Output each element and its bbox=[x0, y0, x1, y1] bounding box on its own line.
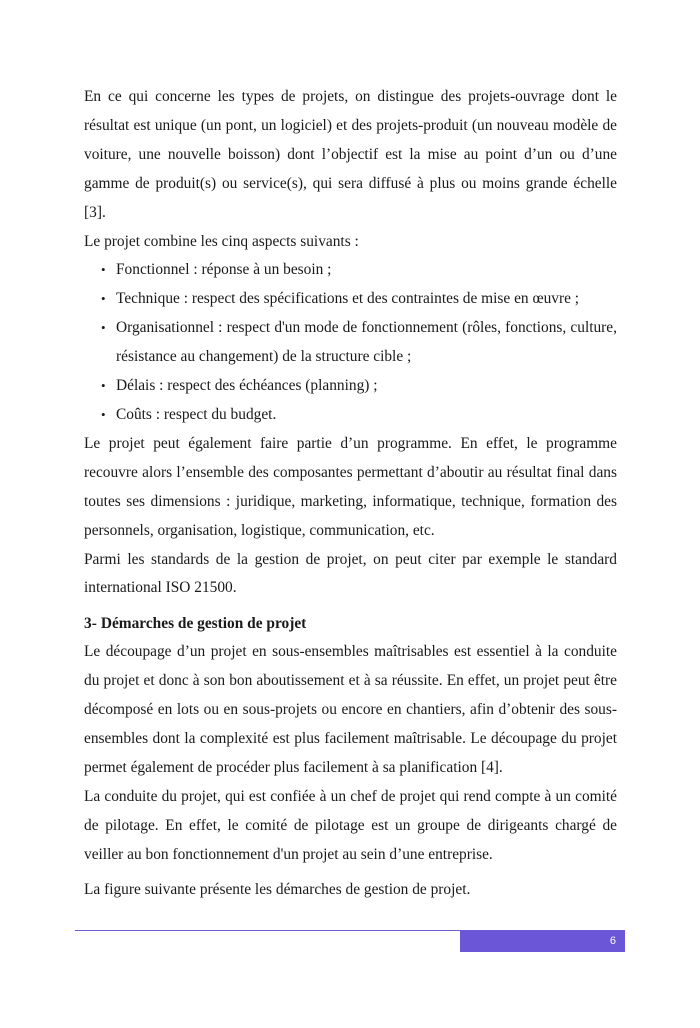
bullet-icon: • bbox=[101, 262, 106, 278]
bullet-icon: • bbox=[101, 291, 106, 307]
section-heading bbox=[84, 609, 617, 638]
list-item-text: Coûts : respect du budget. bbox=[116, 405, 277, 423]
list-item bbox=[84, 285, 617, 314]
paragraph-decoupage: Le découpage d’un projet en sous-ensembles maîtrisables est essentiel à la conduite du projet et donc à son bon aboutissement et à sa réussite. En effet, un projet peut être décomposé en lots ou en sous-projets ou encore en chantiers, afin d’obtenir des sous-ensembles dont la complexité est plus facilement maîtrisable. Le découpage du projet permet également de procéder plus facilement à sa planification [4]. bbox=[84, 643, 617, 776]
list-item bbox=[84, 314, 617, 372]
paragraph-conduite: La conduite du projet, qui est confiée à un chef de projet qui rend compte à un comité de pilotage. En effet, le comité de pilotage est un groupe de dirigeants chargé de veiller au bon fonctionnement d'un projet au sein d’une entreprise. bbox=[84, 787, 617, 863]
list-item bbox=[84, 372, 617, 401]
page-content bbox=[84, 83, 617, 904]
list-item bbox=[84, 401, 617, 430]
list-item-text: Technique : respect des spécifications et des contraintes de mise en œuvre ; bbox=[116, 290, 580, 308]
list-item-text: Organisationnel : respect d'un mode de fonctionnement (rôles, fonctions, culture, résistance au changement) de la structure cible ; bbox=[116, 319, 617, 366]
page-number: 6 bbox=[609, 935, 616, 947]
paragraph-project-types: En ce qui concerne les types de projets, on distingue des projets-ouvrage dont le résultat est unique (un pont, un logiciel) et des projets-produit (un nouveau modèle de voiture, une nouvelle boisson) dont l’objectif est la mise au point d’un ou d’une gamme de produit(s) ou service(s), qui sera diffusé à plus ou moins grande échelle [3]. bbox=[84, 88, 617, 221]
page-number-badge bbox=[460, 931, 625, 952]
paragraph-programme: Le projet peut également faire partie d’un programme. En effet, le programme recouvre alors l’ensemble des composantes permettant d’aboutir au résultat final dans toutes ses dimensions : juridique, marketing, informatique, technique, formation des personnels, organisation, logistique, communication, etc. bbox=[84, 434, 617, 539]
bullet-icon: • bbox=[101, 320, 106, 336]
bullet-icon: • bbox=[101, 378, 106, 394]
paragraph-standards: Parmi les standards de la gestion de projet, on peut citer par exemple le standard international ISO 21500. bbox=[84, 550, 617, 597]
bullet-icon: • bbox=[101, 406, 106, 422]
aspects-list bbox=[84, 256, 617, 429]
section-number: 3- bbox=[84, 615, 97, 633]
paragraph-aspects-intro: Le projet combine les cinq aspects suivants : bbox=[84, 232, 359, 250]
list-item-text: Délais : respect des échéances (planning) ; bbox=[116, 377, 378, 395]
section-title: Démarches de gestion de projet bbox=[100, 615, 307, 633]
list-item bbox=[84, 256, 617, 285]
list-item-text: Fonctionnel : réponse à un besoin ; bbox=[116, 261, 332, 279]
paragraph-figure-intro: La figure suivante présente les démarches de gestion de projet. bbox=[84, 880, 471, 898]
